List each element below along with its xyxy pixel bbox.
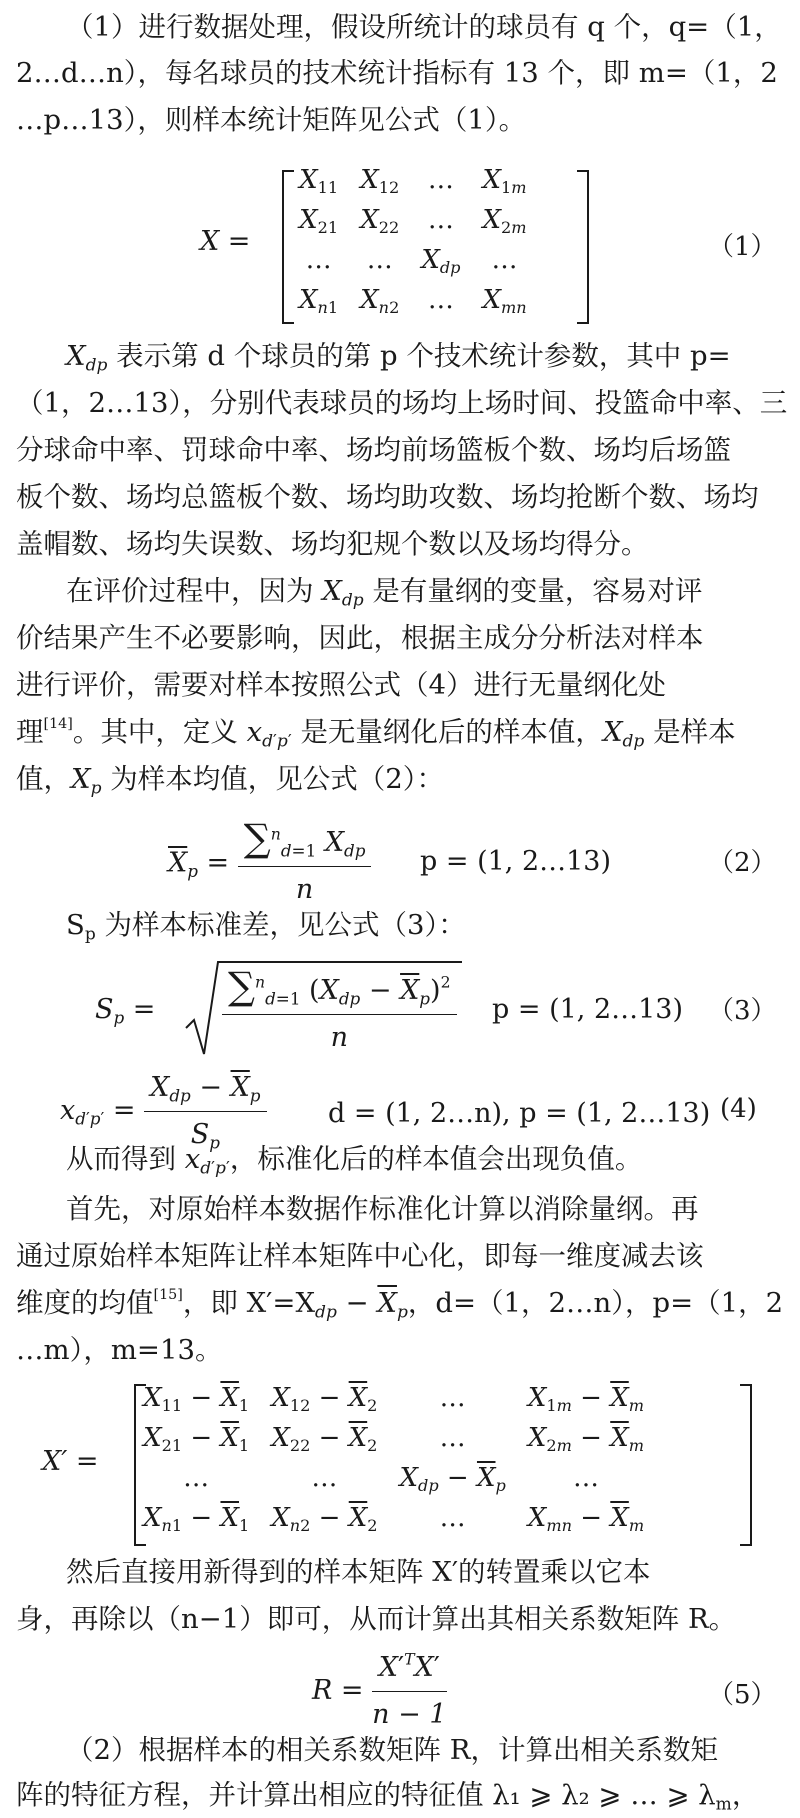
para6-line3: 维度的均值[15]，即 $X'=X_{dp} - \overline{X}_p$，d=（1，2…n），p=（1，2 (16, 1287, 784, 1323)
para2-line2: （1，2…13），分别代表球员的场均上场时间、投篮命中率、三 (16, 387, 788, 419)
eq1-right-bracket (577, 170, 589, 324)
center-cell: $X_{n1} - \overline{X}_1$ (143, 1503, 250, 1536)
citation-15: [15] (153, 1287, 183, 1304)
eq5-number: （5） (708, 1680, 777, 1710)
eq1-cell: $X_{dp}$ (421, 245, 461, 278)
center-cell: $X_{22} - \overline{X}_2$ (271, 1423, 378, 1456)
para3-line1: 在评价过程中，因为 $X_{dp}$ 是有量纲的变量，容易对评 (66, 575, 703, 611)
para3-line2: 价结果产生不必要影响，因此，根据主成分分析法对样本 (16, 622, 704, 654)
para7-line2: 身，再除以（n−1）即可，从而计算出其相关系数矩阵 R。 (16, 1603, 737, 1635)
center-cell: $X_{11} - \overline{X}_1$ (143, 1383, 250, 1416)
center-cell: $X_{dp} - \overline{X}_p$ (399, 1463, 506, 1496)
para8-line1: （2）根据样本的相关系数矩阵 R，计算出相关系数矩 (66, 1734, 718, 1766)
eq2-range: p = (1, 2…13) (420, 846, 612, 877)
eq1-cell: … (427, 165, 454, 195)
eq4-number: (4) (720, 1094, 757, 1124)
para4-line1: $S_p$ 为样本标准差，见公式（3）： (66, 909, 466, 945)
eq1-matrix (288, 160, 538, 320)
eq1-cell: … (491, 245, 518, 275)
para1-line3: …p…13），则样本统计矩阵见公式（1）。 (16, 104, 527, 136)
para6-line2: 通过原始样本矩阵让样本矩阵中心化，即每一维度减去该 (16, 1240, 704, 1272)
para6-line1: 首先，对原始样本数据作标准化计算以消除量纲。再 (66, 1193, 699, 1225)
para3-line5: 值，$X_p$ 为样本均值，见公式（2）： (16, 763, 444, 799)
eq1-cell: $X_{mn}$ (482, 285, 527, 318)
para2-line4: 板个数、场均总篮板个数、场均助攻数、场均抢断个数、场均 (16, 481, 759, 513)
para6-line4: …m），m=13。 (16, 1334, 223, 1366)
eq1-cell: $X_{n2}$ (360, 285, 400, 318)
eq2: $\overline{X}_p$ = $\frac{\sum^n_{d=1} X_{dp}}{n}$ (168, 818, 371, 910)
center-cell: … (439, 1383, 466, 1413)
eq3-number: （3） (708, 996, 777, 1026)
center-cell: … (183, 1463, 210, 1493)
center-cell: $X_{1m} - \overline{X}_m$ (527, 1383, 645, 1416)
center-cell: $X_{n2} - \overline{X}_2$ (271, 1503, 378, 1536)
eq3-lhs: $S_p$ = (95, 994, 156, 1028)
eq1-cell: $X_{21}$ (299, 205, 339, 238)
para1-line1: （1）进行数据处理，假设所统计的球员有 q 个，q=（1， (66, 11, 782, 43)
center-cell: … (439, 1423, 466, 1453)
eq1-cell: $X_{2m}$ (482, 205, 527, 238)
eq1-cell: $X_{1m}$ (482, 165, 527, 198)
center-cell: … (572, 1463, 599, 1493)
eq1-cell: $X_{11}$ (299, 165, 339, 198)
eq1-cell: $X_{n1}$ (299, 285, 339, 318)
center-cell: … (439, 1503, 466, 1533)
eq-center-right-bracket (740, 1384, 752, 1546)
eq1-cell: $X_{12}$ (360, 165, 400, 198)
eq5: R = $\frac{X'^TX'}{n - 1}$ (312, 1649, 447, 1730)
mean-x: $\overline{X}$ (168, 847, 188, 879)
eq1-number: （1） (708, 232, 777, 262)
para5-line1: 从而得到 $x_{d'p'}$，标准化后的样本值会出现负值。 (66, 1143, 643, 1179)
eq4-range: d = (1, 2…n), p = (1, 2…13) (328, 1098, 711, 1129)
eq1-cell: … (305, 245, 332, 275)
eq4: $x_{d'p'}$ = $\frac{X_{dp} - \overline{X}_p}{S_p}$ (60, 1068, 267, 1155)
center-cell: $X_{12} - \overline{X}_2$ (271, 1383, 378, 1416)
eq3-range: p = (1, 2…13) (492, 994, 684, 1025)
eq1-cell: $X_{22}$ (360, 205, 400, 238)
para3-line4: 理[14]。其中，定义 $x_{d'p'}$ 是无量纲化后的样本值，$X_{dp}$ 是样本 (16, 716, 736, 752)
para3-line3: 进行评价，需要对样本按照公式（4）进行无量纲化处 (16, 669, 666, 701)
eq3-fraction: $\frac{\sum^n_{d=1} (X_{dp} - \overline{X}_p)^2}{n}$ (222, 966, 457, 1058)
eq-center-matrix (132, 1378, 655, 1538)
eq1-cell: … (427, 285, 454, 315)
eq2-number: （2） (708, 848, 777, 878)
center-cell: $X_{2m} - \overline{X}_m$ (527, 1423, 645, 1456)
para7-line1: 然后直接用新得到的样本矩阵 X′的转置乘以它本 (66, 1556, 651, 1588)
eq1-lhs: X = (200, 226, 251, 257)
eq1-cell: … (366, 245, 393, 275)
eq1-cell: … (427, 205, 454, 235)
center-cell: $X_{mn} - \overline{X}_m$ (527, 1503, 645, 1536)
center-cell: … (311, 1463, 338, 1493)
para2-line3: 分球命中率、罚球命中率、场均前场篮板个数、场均后场篮 (16, 434, 731, 466)
center-cell: $X_{21} - \overline{X}_1$ (143, 1423, 250, 1456)
para2-line5: 盖帽数、场均失误数、场均犯规个数以及场均得分。 (16, 528, 649, 560)
eq2-fraction: $\frac{\sum^n_{d=1} X_{dp}}{n}$ (238, 818, 372, 910)
para1-line2: 2…d…n），每名球员的技术统计指标有 13 个，即 m=（1，2 (16, 57, 778, 89)
para2-line1: $X_{dp}$ 表示第 d 个球员的第 p 个技术统计参数，其中 p= (66, 340, 731, 376)
para8-line2: 阵的特征方程，并计算出相应的特征值 λ₁ ⩾ λ₂ ⩾ … ⩾ $\lambda_m$， (16, 1779, 760, 1815)
eq-center-lhs: X′ = (42, 1446, 99, 1477)
citation-14: [14] (43, 716, 73, 733)
